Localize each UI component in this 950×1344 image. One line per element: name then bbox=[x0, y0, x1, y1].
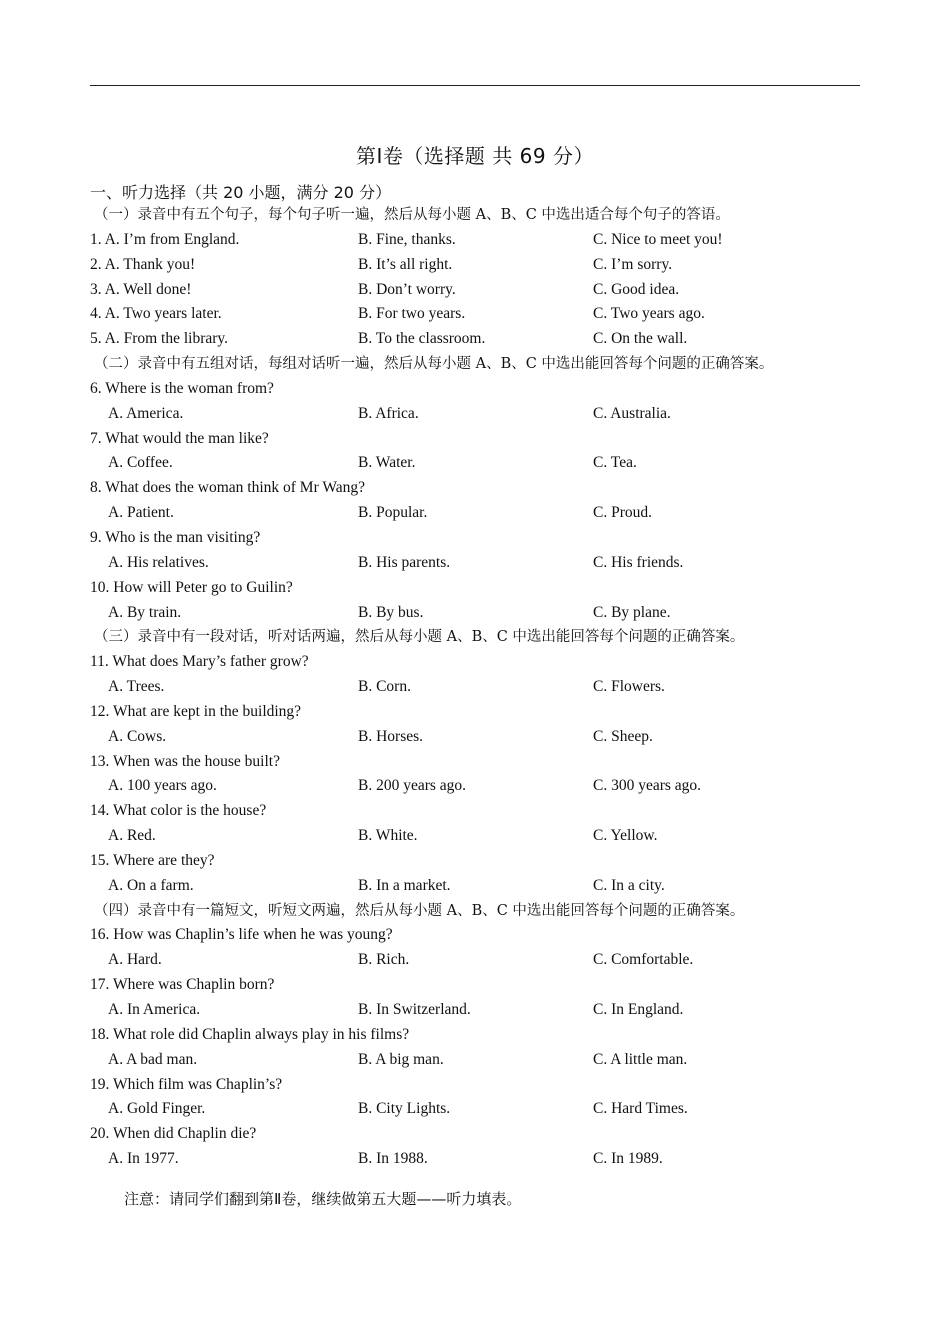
option-c: C. Nice to meet you! bbox=[593, 230, 723, 248]
option-c: C. By plane. bbox=[593, 603, 671, 621]
option-a: A. In America. bbox=[108, 1001, 201, 1018]
question-list bbox=[90, 203, 870, 1172]
option-b: B. It’s all right. bbox=[358, 255, 453, 273]
option-c: C. Australia. bbox=[593, 404, 671, 422]
question-stem: 14. What color is the house? bbox=[90, 802, 267, 820]
option-b: B. By bus. bbox=[358, 603, 424, 621]
question-stem: 13. When was the house built? bbox=[90, 752, 280, 770]
option-a: 1. A. I’m from England. bbox=[90, 230, 240, 248]
option-row bbox=[90, 1147, 870, 1172]
option-c: C. Hard Times. bbox=[593, 1100, 688, 1118]
option-c: C. On the wall. bbox=[593, 330, 688, 348]
option-a: A. Hard. bbox=[108, 951, 162, 969]
question-stem: 12. What are kept in the building? bbox=[90, 702, 302, 720]
option-row bbox=[90, 451, 870, 476]
option-c: C. Sheep. bbox=[593, 727, 653, 745]
option-c: C. Proud. bbox=[593, 504, 652, 522]
question-stem: 20. When did Chaplin die? bbox=[90, 1125, 257, 1143]
question-stem: 9. Who is the man visiting? bbox=[90, 528, 261, 546]
section-instruction: （一）录音中有五个句子，每个句子听一遍，然后从每小题 A、B、C 中选出适合每个句子的答语。 bbox=[94, 207, 730, 223]
question-stem: 16. How was Chaplin’s life when he was young? bbox=[90, 926, 393, 944]
option-c: C. 300 years ago. bbox=[593, 777, 702, 795]
option-a: A. Red. bbox=[108, 827, 156, 845]
question-stem: 18. What role did Chaplin always play in his films? bbox=[90, 1025, 410, 1043]
question-stem: 15. Where are they? bbox=[90, 851, 215, 869]
option-c: C. Yellow. bbox=[593, 827, 658, 845]
option-c: C. In 1989. bbox=[593, 1150, 663, 1168]
question-stem: 11. What does Mary’s father grow? bbox=[90, 653, 309, 671]
part-heading: 一、听力选择（共 20 小题，满分 20 分） bbox=[90, 183, 392, 202]
option-b: B. City Lights. bbox=[358, 1100, 451, 1118]
question-stem: 7. What would the man like? bbox=[90, 429, 269, 447]
section-instruction: （二）录音中有五组对话，每组对话听一遍，然后从每小题 A、B、C 中选出能回答每个问题的正确答案。 bbox=[94, 356, 774, 373]
option-b: B. Popular. bbox=[358, 504, 428, 522]
option-a: A. 100 years ago. bbox=[108, 777, 217, 795]
option-a: A. His relatives. bbox=[108, 553, 209, 571]
option-a: A. Trees. bbox=[108, 678, 165, 696]
option-b: B. Fine, thanks. bbox=[358, 230, 456, 248]
section-instruction: （四）录音中有一篇短文，听短文两遍，然后从每小题 A、B、C 中选出能回答每个问题的正确答案。 bbox=[94, 902, 745, 919]
option-b: B. To the classroom. bbox=[358, 330, 486, 348]
option-a: A. On a farm. bbox=[108, 876, 194, 894]
option-row bbox=[90, 1048, 870, 1073]
option-b: B. Corn. bbox=[358, 678, 411, 696]
option-c: C. I’m sorry. bbox=[593, 255, 673, 273]
option-row bbox=[90, 725, 870, 750]
option-a: A. Gold Finger. bbox=[108, 1100, 206, 1118]
option-row bbox=[90, 1097, 870, 1122]
question-stem: 19. Which film was Chaplin’s? bbox=[90, 1075, 283, 1093]
option-c: C. In England. bbox=[593, 1001, 684, 1018]
option-row bbox=[90, 501, 870, 526]
option-row bbox=[90, 675, 870, 700]
option-c: C. A little man. bbox=[593, 1050, 688, 1068]
page-title: 第Ⅰ卷（选择题 共 69 分） bbox=[356, 144, 594, 168]
option-b: B. His parents. bbox=[358, 553, 451, 571]
option-b: B. 200 years ago. bbox=[358, 777, 467, 795]
option-a: A. In 1977. bbox=[108, 1150, 179, 1168]
option-b: B. Horses. bbox=[358, 727, 424, 745]
option-b: B. A big man. bbox=[358, 1050, 444, 1068]
question-stem: 6. Where is the woman from? bbox=[90, 379, 274, 397]
option-row bbox=[90, 302, 870, 327]
option-row bbox=[90, 601, 870, 626]
option-a: 2. A. Thank you! bbox=[90, 255, 196, 273]
option-row bbox=[90, 402, 870, 427]
question-stem: 8. What does the woman think of Mr Wang? bbox=[90, 479, 365, 497]
option-c: C. Two years ago. bbox=[593, 305, 705, 323]
option-row bbox=[90, 327, 870, 352]
question-stem: 17. Where was Chaplin born? bbox=[90, 976, 275, 994]
header-rule bbox=[90, 85, 860, 86]
option-a: 4. A. Two years later. bbox=[90, 305, 222, 323]
option-b: B. In 1988. bbox=[358, 1150, 428, 1168]
option-b: B. Africa. bbox=[358, 404, 419, 422]
option-c: C. Tea. bbox=[593, 454, 637, 472]
option-c: C. Comfortable. bbox=[593, 951, 694, 969]
option-c: C. In a city. bbox=[593, 876, 665, 894]
option-b: B. In a market. bbox=[358, 876, 451, 894]
option-row bbox=[90, 948, 870, 973]
option-a: 5. A. From the library. bbox=[90, 330, 229, 348]
option-row bbox=[90, 824, 870, 849]
option-row bbox=[90, 774, 870, 799]
option-a: A. Cows. bbox=[108, 727, 167, 745]
option-a: A. America. bbox=[108, 404, 184, 422]
option-c: C. Flowers. bbox=[593, 678, 665, 696]
option-a: A. Patient. bbox=[108, 504, 174, 522]
option-row bbox=[90, 874, 870, 899]
option-a: A. Coffee. bbox=[108, 454, 173, 472]
option-row bbox=[90, 551, 870, 576]
option-b: B. For two years. bbox=[358, 305, 466, 323]
option-row bbox=[90, 253, 870, 278]
option-a: 3. A. Well done! bbox=[90, 280, 192, 298]
option-b: B. In Switzerland. bbox=[358, 1001, 471, 1018]
option-b: B. Rich. bbox=[358, 951, 410, 969]
option-b: B. Don’t worry. bbox=[358, 280, 456, 298]
option-c: C. His friends. bbox=[593, 553, 684, 571]
page-note: 注意：请同学们翻到第Ⅱ卷，继续做第五大题——听力填表。 bbox=[124, 1190, 522, 1208]
option-row bbox=[90, 228, 870, 253]
option-b: B. Water. bbox=[358, 454, 416, 472]
option-a: A. By train. bbox=[108, 603, 182, 621]
section-instruction: （三）录音中有一段对话，听对话两遍，然后从每小题 A、B、C 中选出能回答每个问题的正确答案。 bbox=[94, 629, 745, 646]
option-row bbox=[90, 998, 870, 1023]
option-c: C. Good idea. bbox=[593, 280, 680, 298]
option-row bbox=[90, 278, 870, 303]
option-b: B. White. bbox=[358, 827, 418, 845]
option-a: A. A bad man. bbox=[108, 1050, 198, 1068]
question-stem: 10. How will Peter go to Guilin? bbox=[90, 578, 293, 596]
